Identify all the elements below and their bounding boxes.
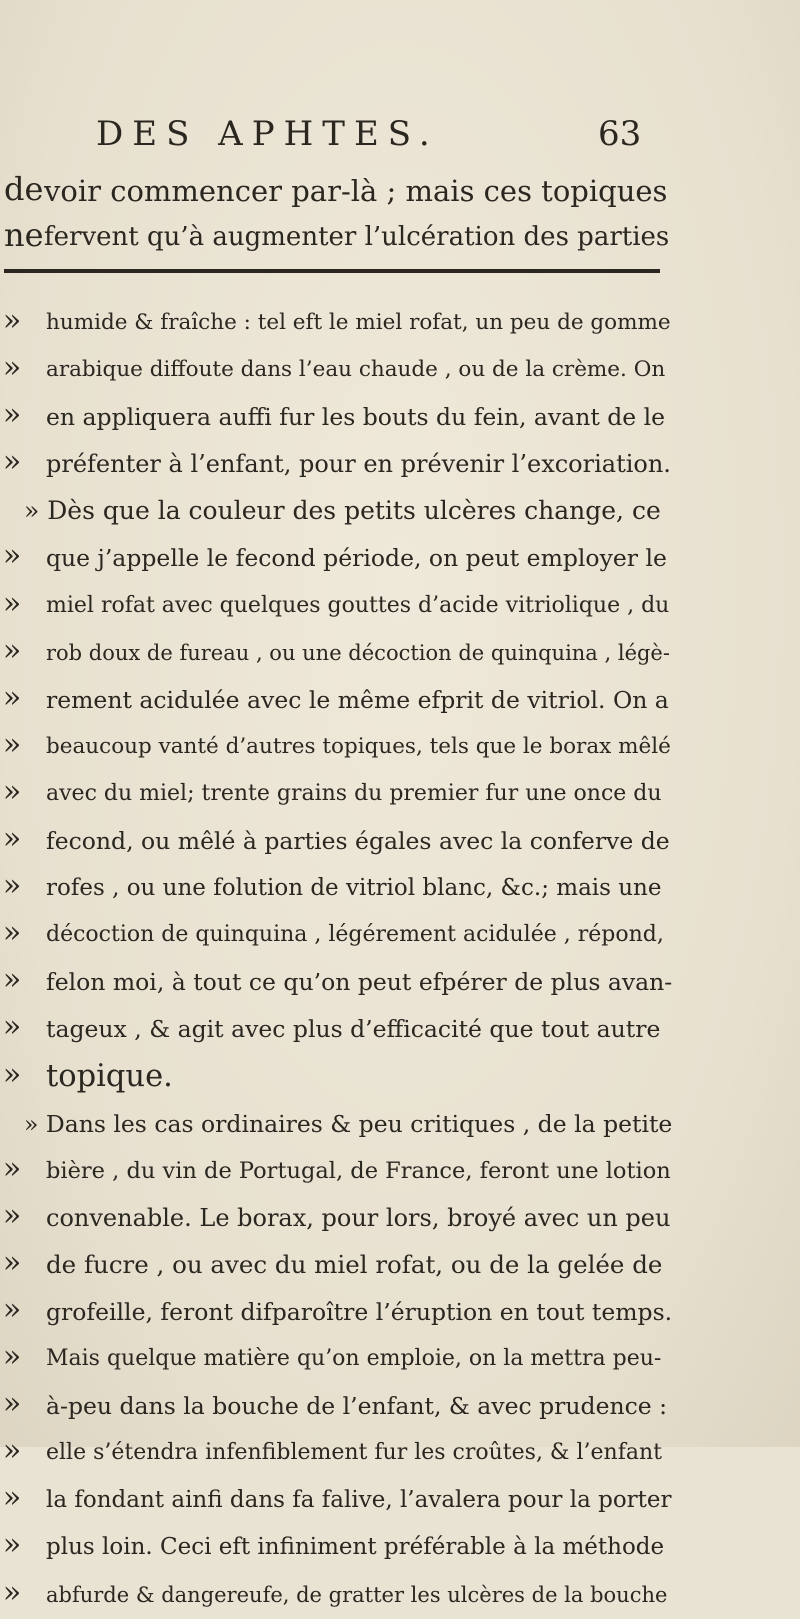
line-text: topique. <box>46 1058 173 1094</box>
quote-mark: » <box>2 1574 22 1610</box>
text-line <box>0 1430 800 1477</box>
quote-mark: » <box>2 679 22 715</box>
quote-mark: » <box>2 1433 22 1469</box>
quote-mark: » <box>2 397 22 433</box>
quote-mark: » <box>2 444 22 480</box>
line-text: à-peu dans la bouche de l’enfant, & avec prudence : <box>46 1392 668 1421</box>
text-line <box>0 959 800 1006</box>
text-line <box>0 394 800 441</box>
quote-mark: » <box>2 1056 22 1092</box>
quote-mark: » <box>2 1386 22 1422</box>
line-text: que j’appelle le fecond période, on peut employer le <box>46 544 667 573</box>
text-line <box>0 441 800 488</box>
quote-mark: » <box>2 632 22 668</box>
text-line <box>0 1572 800 1619</box>
quote-mark: » <box>2 1291 22 1327</box>
quote-mark: » <box>2 1527 22 1563</box>
text-line <box>0 1054 800 1101</box>
line-text: plus loin. Ceci eft infiniment préférable à la méthode <box>46 1534 665 1561</box>
text-line <box>0 865 800 912</box>
quote-mark: » <box>2 585 22 621</box>
line-text: rob doux de fureau , ou une décoction de quinquina , légè- <box>46 640 670 665</box>
line-text: voir commencer par-là ; mais ces topiques <box>44 174 668 208</box>
line-text: » Dès que la couleur des petits ulcères change, ce <box>24 496 661 526</box>
line-text: rofes , ou une folution de vitriol blanc, &c.; mais une <box>46 875 662 902</box>
text-line <box>0 300 800 347</box>
line-text: felon moi, à tout ce qu’on peut efpérer de plus avan- <box>46 968 673 997</box>
quote-mark: » <box>2 1480 22 1516</box>
quote-mark: » <box>2 350 22 386</box>
quote-mark: » <box>2 726 22 762</box>
text-line <box>0 630 800 677</box>
text-line <box>0 168 800 214</box>
quote-mark: » <box>2 1009 22 1045</box>
text-line <box>0 1524 800 1571</box>
quote-mark: » <box>2 1197 22 1233</box>
text-line <box>0 535 800 582</box>
line-text: bière , du vin de Portugal, de France, feront une lotion <box>46 1157 671 1184</box>
page-number: 63 <box>598 114 642 154</box>
line-text: de fucre , ou avec du miel rofat, ou de la gelée de <box>46 1249 663 1279</box>
quote-mark: » <box>2 915 22 951</box>
quote-mark: » <box>2 1244 22 1280</box>
running-title: DES APHTES. <box>96 114 439 154</box>
text-line <box>0 214 800 260</box>
text-line <box>0 583 800 630</box>
quote-mark: » <box>2 868 22 904</box>
text-line <box>0 1242 800 1289</box>
text-line <box>0 1383 800 1430</box>
quote-mark: » <box>2 538 22 574</box>
line-text: préfenter à l’enfant, pour en prévenir l’excoriation. <box>46 450 671 479</box>
text-line <box>0 1148 800 1195</box>
quoted-text-block <box>0 300 800 1619</box>
horizontal-rule <box>4 269 660 273</box>
text-line <box>0 771 800 818</box>
text-line <box>0 488 800 535</box>
line-margin: ne <box>4 216 44 254</box>
line-text: la fondant ainfi dans fa falive, l’avalera pour la porter <box>46 1487 672 1514</box>
quote-mark: » <box>2 773 22 809</box>
text-line <box>0 347 800 394</box>
line-text: Mais quelque matière qu’on emploie, on la mettra peu- <box>46 1346 662 1372</box>
line-text: décoction de quinquina , légérement acidulée , répond, <box>46 922 664 948</box>
line-text: convenable. Le borax, pour lors, broyé avec un peu <box>46 1203 671 1232</box>
text-line <box>0 1195 800 1242</box>
line-text: miel rofat avec quelques gouttes d’acide vitriolique , du <box>46 592 670 618</box>
text-line <box>0 818 800 865</box>
text-line <box>0 1477 800 1524</box>
line-text: » Dans les cas ordinaires & peu critiques , de la petite <box>24 1109 673 1138</box>
line-text: humide & fraîche : tel eft le miel rofat, un peu de gomme <box>46 310 671 335</box>
line-text: abfurde & dangereufe, de gratter les ulcères de la bouche <box>46 1582 668 1607</box>
page-header <box>0 112 800 156</box>
line-text: rement acidulée avec le même efprit de vitriol. On a <box>46 685 669 714</box>
text-line <box>0 1289 800 1336</box>
line-text: tageux , & agit avec plus d’efficacité que tout autre <box>46 1015 661 1044</box>
line-text: grofeille, feront difparoître l’éruption en tout temps. <box>46 1297 673 1326</box>
line-margin: de <box>4 170 44 208</box>
line-text: en appliquera auffi fur les bouts du fein, avant de le <box>46 403 666 432</box>
text-line <box>0 1336 800 1383</box>
line-text: beaucoup vanté d’autres topiques, tels que le borax mêlé <box>46 733 671 759</box>
previous-text-block <box>0 168 800 260</box>
quote-mark: » <box>2 821 22 857</box>
text-line <box>0 677 800 724</box>
text-line <box>0 724 800 771</box>
quote-mark: » <box>2 1150 22 1186</box>
quote-mark: » <box>2 303 22 338</box>
line-text: elle s’étendra infenfiblement fur les croûtes, & l’enfant <box>46 1440 662 1466</box>
line-text: avec du miel; trente grains du premier fur une once du <box>46 780 662 806</box>
text-line <box>0 912 800 959</box>
text-line <box>0 1101 800 1148</box>
quote-mark: » <box>2 962 22 998</box>
line-text: arabique diffoute dans l’eau chaude , ou de la crème. On <box>46 357 666 383</box>
text-line <box>0 1006 800 1053</box>
quote-mark: » <box>2 1339 22 1375</box>
line-text: fervent qu’à augmenter l’ulcération des parties <box>44 222 670 252</box>
line-text: fecond, ou mêlé à parties égales avec la conferve de <box>46 827 670 856</box>
